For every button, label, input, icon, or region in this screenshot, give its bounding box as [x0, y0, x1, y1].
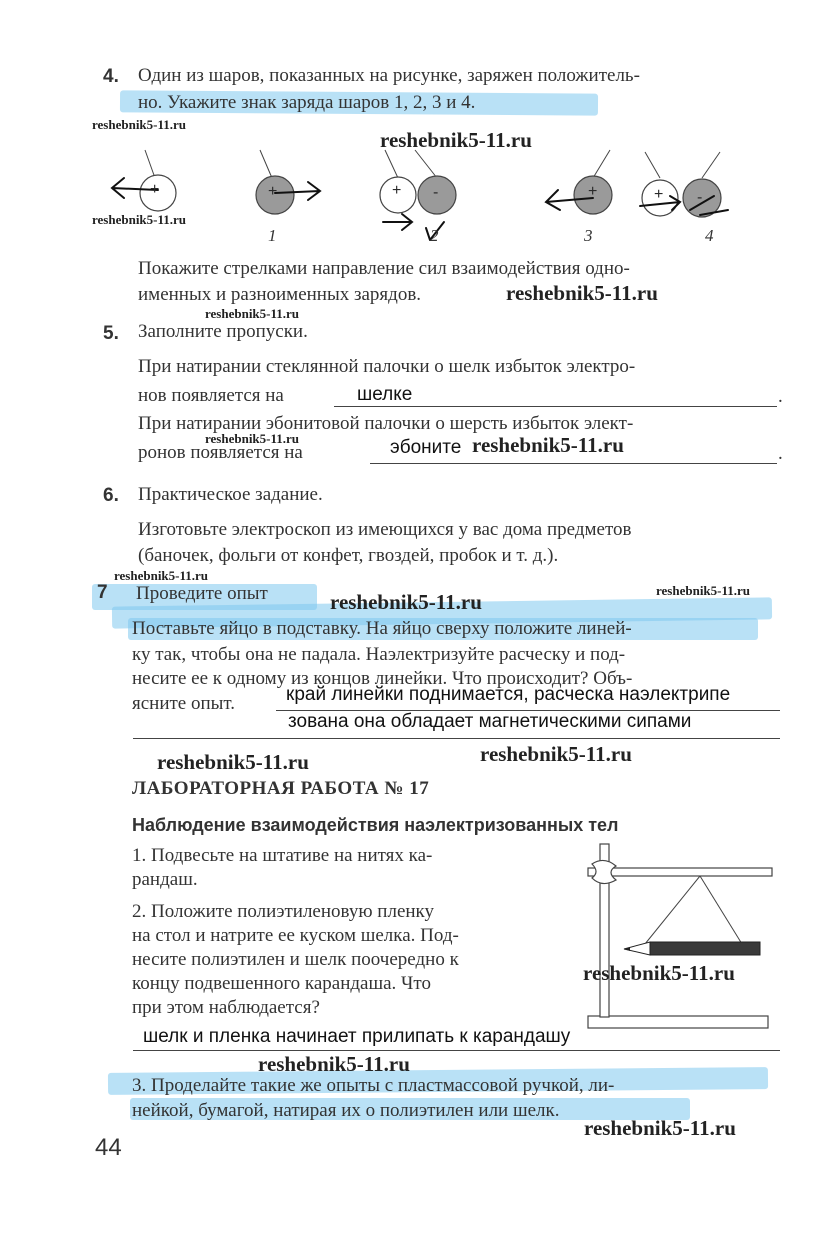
watermark-small: reshebnik5-11.ru: [92, 117, 187, 132]
q7-l2: ку так, чтобы она не падала. Наэлектризуйте расческу и под-: [132, 644, 626, 665]
watermark: reshebnik5-11.ru: [584, 1116, 736, 1140]
lab-heading: ЛАБОРАТОРНАЯ РАБОТА № 17: [132, 778, 430, 799]
charged-spheres-figure: [100, 140, 740, 250]
watermark-small: reshebnik5-11.ru: [656, 583, 751, 598]
stand-pencil-figure: [580, 838, 780, 1038]
sign-plus: +: [150, 181, 160, 198]
q5-number: 5.: [103, 323, 119, 344]
watermark: reshebnik5-11.ru: [258, 1052, 410, 1076]
label-2: 2: [430, 226, 439, 245]
q4-text2: именных и разноименных зарядов.: [138, 284, 422, 305]
lab-p2l2: на стол и натрите ее куском шелка. Под-: [132, 925, 459, 946]
q5-l3: При натирании эбонитовой палочки о шерсть избыток элект-: [138, 413, 634, 434]
lab-p1l2: рандаш.: [132, 869, 198, 890]
watermark-small: reshebnik5-11.ru: [205, 306, 300, 321]
sign-minus: -: [433, 184, 439, 201]
q4-text1: Покажите стрелками направление сил взаимодействия одно-: [138, 258, 630, 279]
page-number: 44: [95, 1134, 122, 1161]
watermark: reshebnik5-11.ru: [506, 281, 658, 305]
q4-line1: Один из шаров, показанных на рисунке, заряжен положитель-: [138, 65, 640, 86]
lab-p3l1: 3. Проделайте такие же опыты с пластмассовой ручкой, ли-: [132, 1075, 615, 1096]
q5-l4: ронов появляется на: [138, 442, 303, 463]
label-1: 1: [268, 226, 277, 245]
sign-plus: +: [588, 183, 598, 200]
watermark: reshebnik5-11.ru: [330, 590, 482, 614]
sign-minus: -: [697, 189, 703, 206]
q7-number: 7: [97, 582, 108, 603]
sign-plus: +: [654, 186, 664, 203]
q5-l1: При натирании стеклянной палочки о шелк избыток электро-: [138, 356, 636, 377]
watermark-small: reshebnik5-11.ru: [114, 568, 209, 583]
watermark-small: reshebnik5-11.ru: [205, 431, 300, 446]
lab-p2l1: 2. Положите полиэтиленовую пленку: [132, 901, 435, 922]
label-3: 3: [584, 226, 593, 245]
q5-dot2: .: [778, 443, 783, 464]
q7-l1: Поставьте яйцо в подставку. На яйцо сверху положите линей-: [132, 618, 632, 639]
q5-dot1: .: [778, 386, 783, 407]
label-4: 4: [705, 226, 714, 245]
q5-title: Заполните пропуски.: [138, 321, 308, 342]
watermark: reshebnik5-11.ru: [472, 433, 624, 457]
lab-subheading: Наблюдение взаимодействия наэлектризованных тел: [132, 815, 619, 835]
q7-l4: ясните опыт.: [132, 693, 236, 714]
sign-plus: +: [268, 183, 278, 200]
watermark-small: reshebnik5-11.ru: [92, 212, 187, 227]
q6-l2: (баночек, фольги от конфет, гвоздей, пробок и т. д.).: [138, 545, 559, 566]
q5-answer1: шелке: [357, 384, 413, 405]
watermark: reshebnik5-11.ru: [583, 961, 735, 985]
sign-plus: +: [392, 182, 402, 199]
q4-number: 4.: [103, 66, 119, 87]
q4-line2: но. Укажите знак заряда шаров 1, 2, 3 и 4.: [138, 92, 476, 113]
watermark: reshebnik5-11.ru: [480, 742, 632, 766]
lab-p2l5: при этом наблюдается?: [132, 997, 320, 1018]
q6-l1: Изготовьте электроскоп из имеющихся у вас дома предметов: [138, 519, 632, 540]
lab-answer: шелк и пленка начинает прилипать к карандашу: [143, 1026, 571, 1047]
q7-l3: несите ее к одному из концов линейки. Что происходит? Объ-: [132, 668, 633, 689]
lab-p2l4: концу подвешенного карандаша. Что: [132, 973, 431, 994]
lab-p2l3: несите полиэтилен и шелк поочередно к: [132, 949, 459, 970]
q7-title: Проведите опыт: [136, 583, 268, 604]
q5-l2: нов появляется на: [138, 385, 284, 406]
lab-p1l1: 1. Подвесьте на штативе на нитях ка-: [132, 845, 433, 866]
watermark: reshebnik5-11.ru: [380, 128, 532, 152]
q7-answer2: зована она обладает магнетическими сипами: [288, 711, 692, 732]
q6-title: Практическое задание.: [138, 484, 323, 505]
q5-answer2: эбоните: [390, 437, 462, 458]
watermark: reshebnik5-11.ru: [157, 750, 309, 774]
q7-answer1: край линейки поднимается, расческа наэлектрипе: [286, 684, 731, 705]
lab-p3l2: нейкой, бумагой, натирая их о полиэтилен или шелк.: [132, 1100, 560, 1121]
q6-number: 6.: [103, 485, 119, 506]
